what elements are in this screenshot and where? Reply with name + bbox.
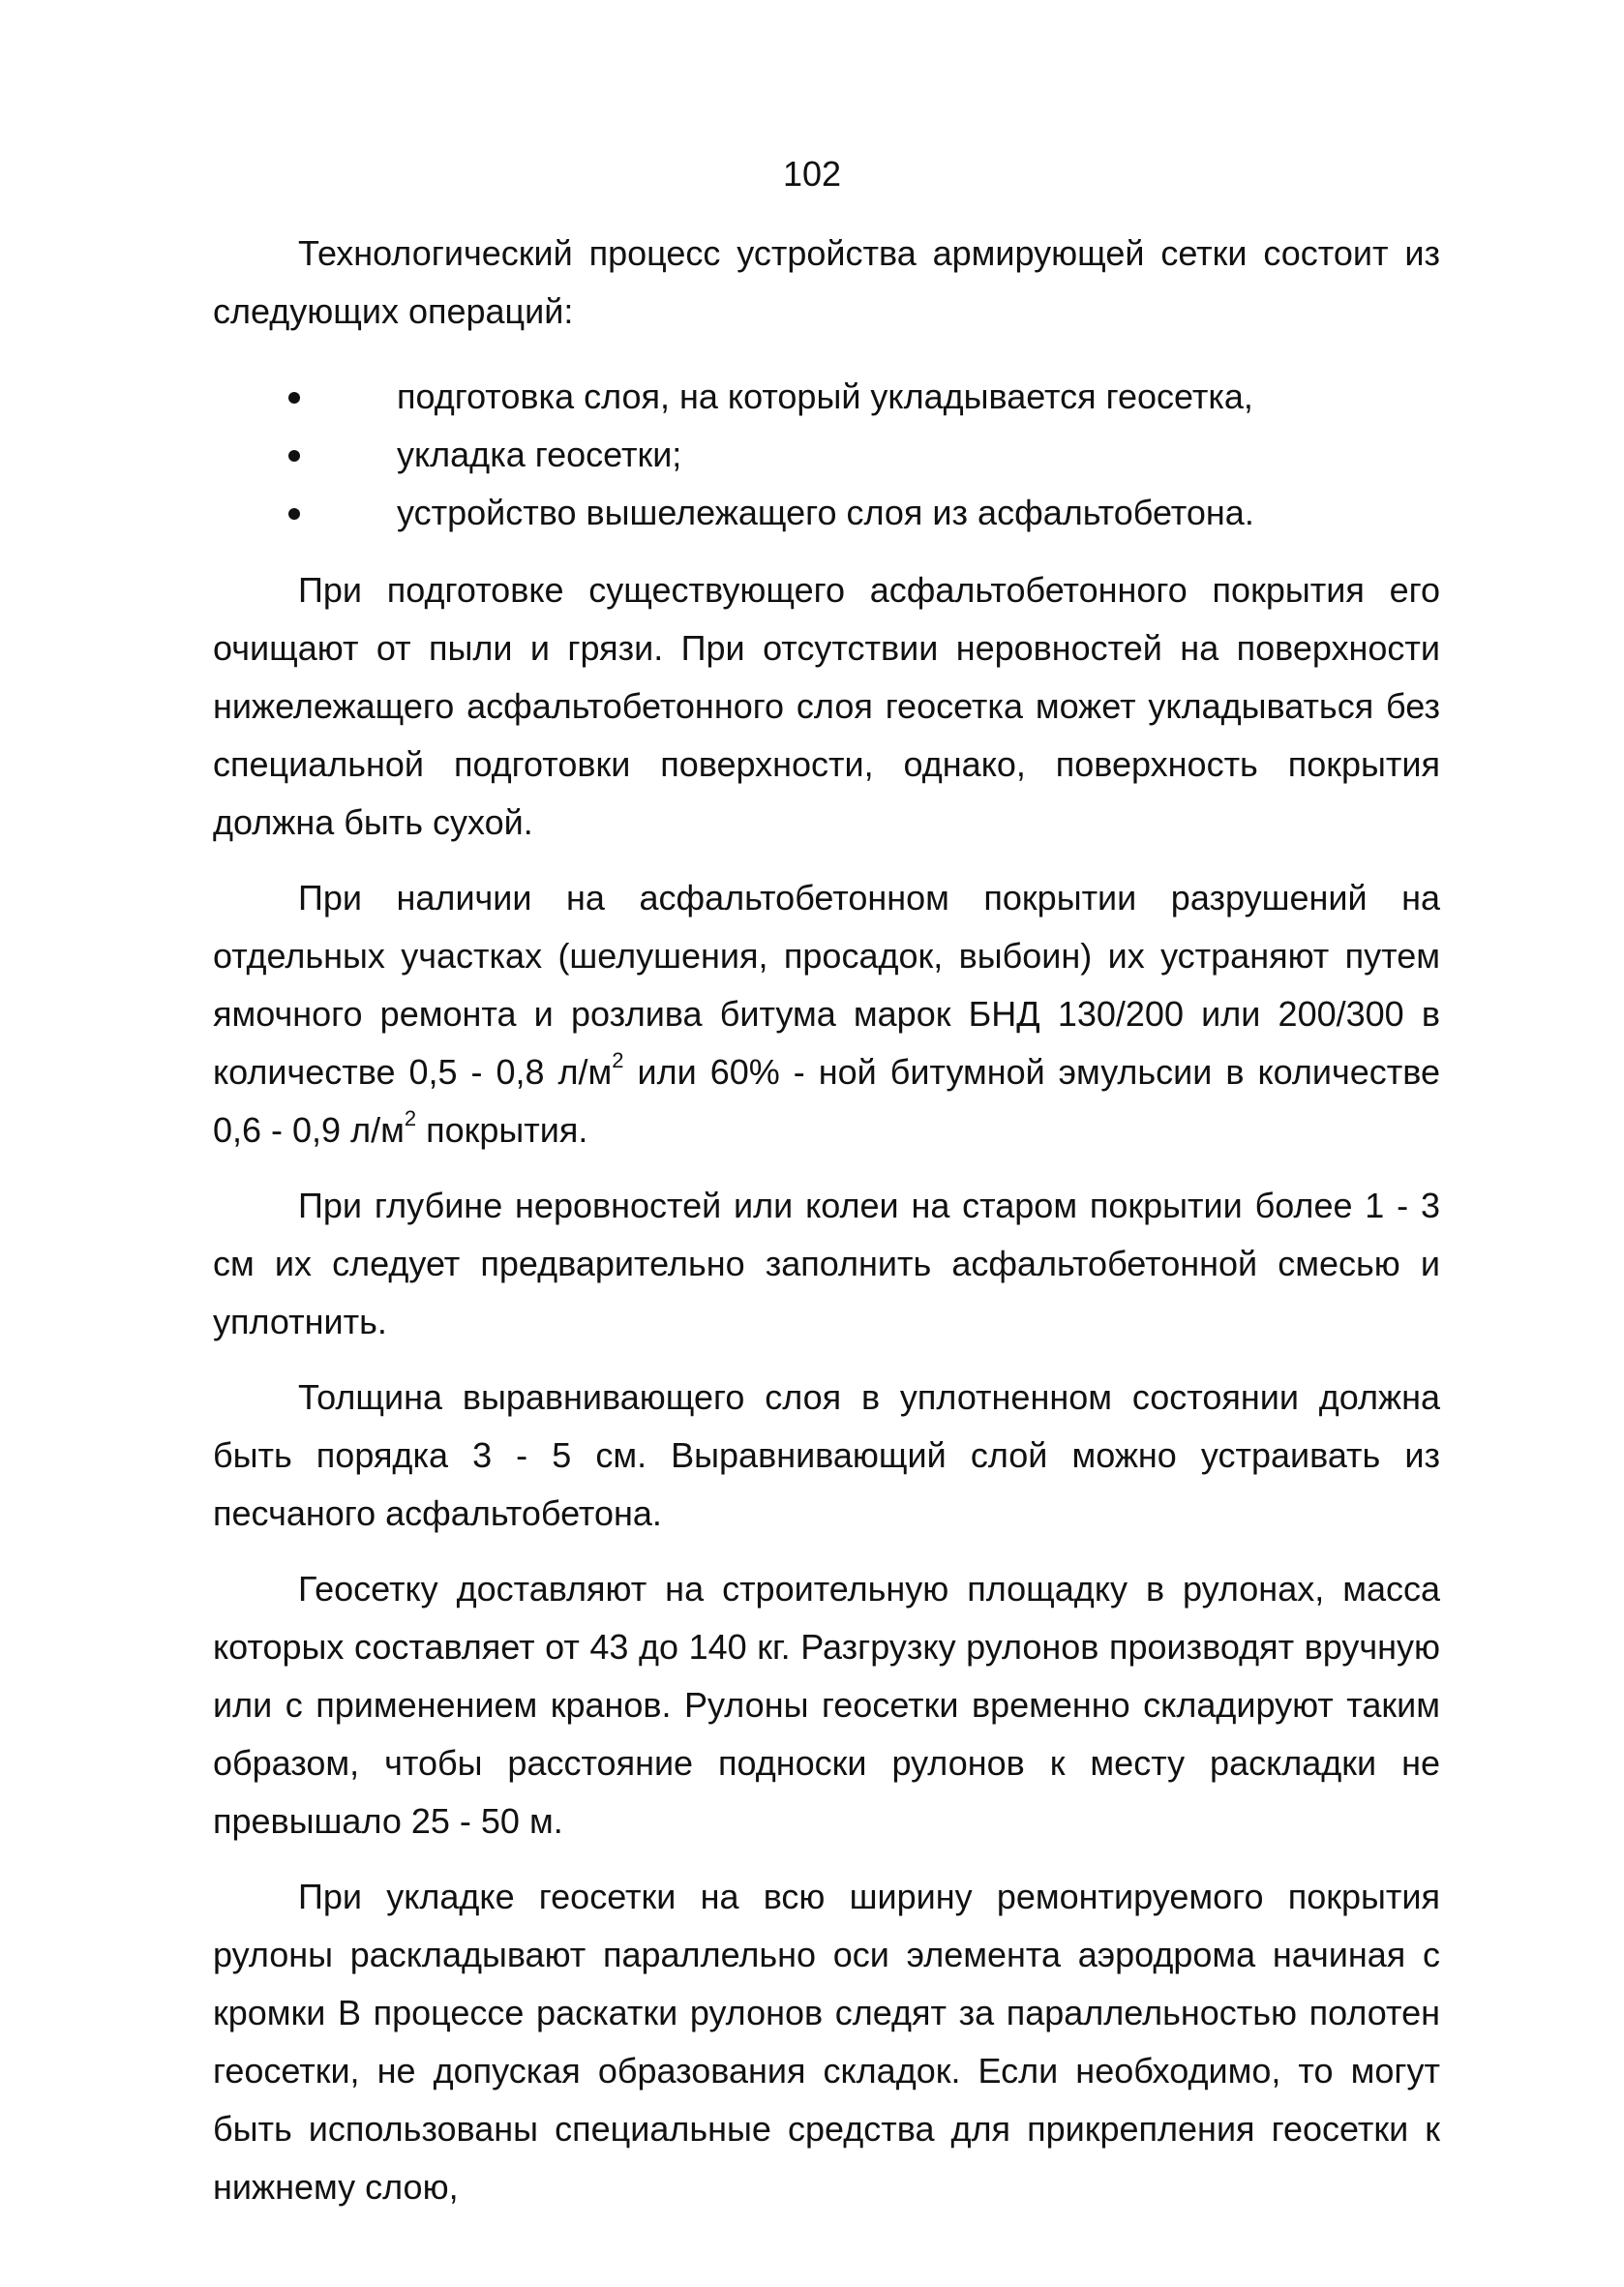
paragraph-delivery: Геосетку доставляют на строительную площадку в рулонах, масса которых составляет от 43 до 140 кг. Разгрузку рулонов производят вручную или с применением кранов. Рулоны геосетки временно складируют таким образом, чтобы расстояние подноски рулонов к месту раскладки не превышало 25 - 50 м. [213,1569,1440,1841]
paragraph-surface-preparation: При подготовке существующего асфальтобетонного покрытия его очищают от пыли и грязи. При отсутствии неровностей на поверхности нижележащего асфальтобетонного слоя геосетка может укладываться без специальной подготовки поверхности, однако, поверхность покрытия должна быть сухой. [213,570,1440,842]
operations-list [213,368,1440,542]
paragraph-text: покрытия. [416,1110,588,1150]
list-item-text: устройство вышележащего слоя из асфальтобетона. [397,493,1254,532]
list-item [213,426,1440,484]
paragraph-damage-repair [213,869,1440,1159]
page-number: 102 [782,154,842,194]
intro-paragraph: Технологический процесс устройства армирующей сетки состоит из следующих операций: [213,233,1440,331]
list-item-text: подготовка слоя, на который укладывается геосетка, [397,376,1253,416]
list-item [213,484,1440,542]
paragraph-leveling-layer: Толщина выравнивающего слоя в уплотненном состоянии должна быть порядка 3 - 5 см. Выравнивающий слой можно устраивать из песчаного асфальтобетона. [213,1377,1440,1533]
page-body [213,225,1440,2216]
paragraph-rut-depth: При глубине неровностей или колеи на старом покрытии более 1 - 3 см их следует предварительно заполнить асфальтобетонной смесью и уплотнить. [213,1186,1440,1341]
superscript: 2 [612,1048,624,1072]
bullet-icon [288,508,300,520]
paragraph-text: При наличии на асфальтобетонном покрытии разрушений на отдельных участках (шелушения, просадок, выбоин) их устраняют путем ямочного ремонта и розлива битума марок БНД 130/200 или 200/300 в количестве 0,5 - 0,8 л/м [213,878,1440,1092]
paragraph-laying: При укладке геосетки на всю ширину ремонтируемого покрытия рулоны раскладывают параллельно оси элемента аэродрома начиная с кромки В процессе раскатки рулонов следят за параллельностью полотен геосетки, не допуская образования складок. Если необходимо, то могут быть использованы специальные средства для прикрепления геосетки к нижнему слою, [213,1877,1440,2207]
bullet-icon [288,450,300,462]
list-item-text: укладка геосетки; [397,435,682,474]
superscript: 2 [404,1106,417,1130]
bullet-icon [288,392,300,404]
paragraph-text: или 60% - ной битумной эмульсии в количестве 0,6 - 0,9 л/м [213,1052,1440,1150]
list-item [213,368,1440,426]
